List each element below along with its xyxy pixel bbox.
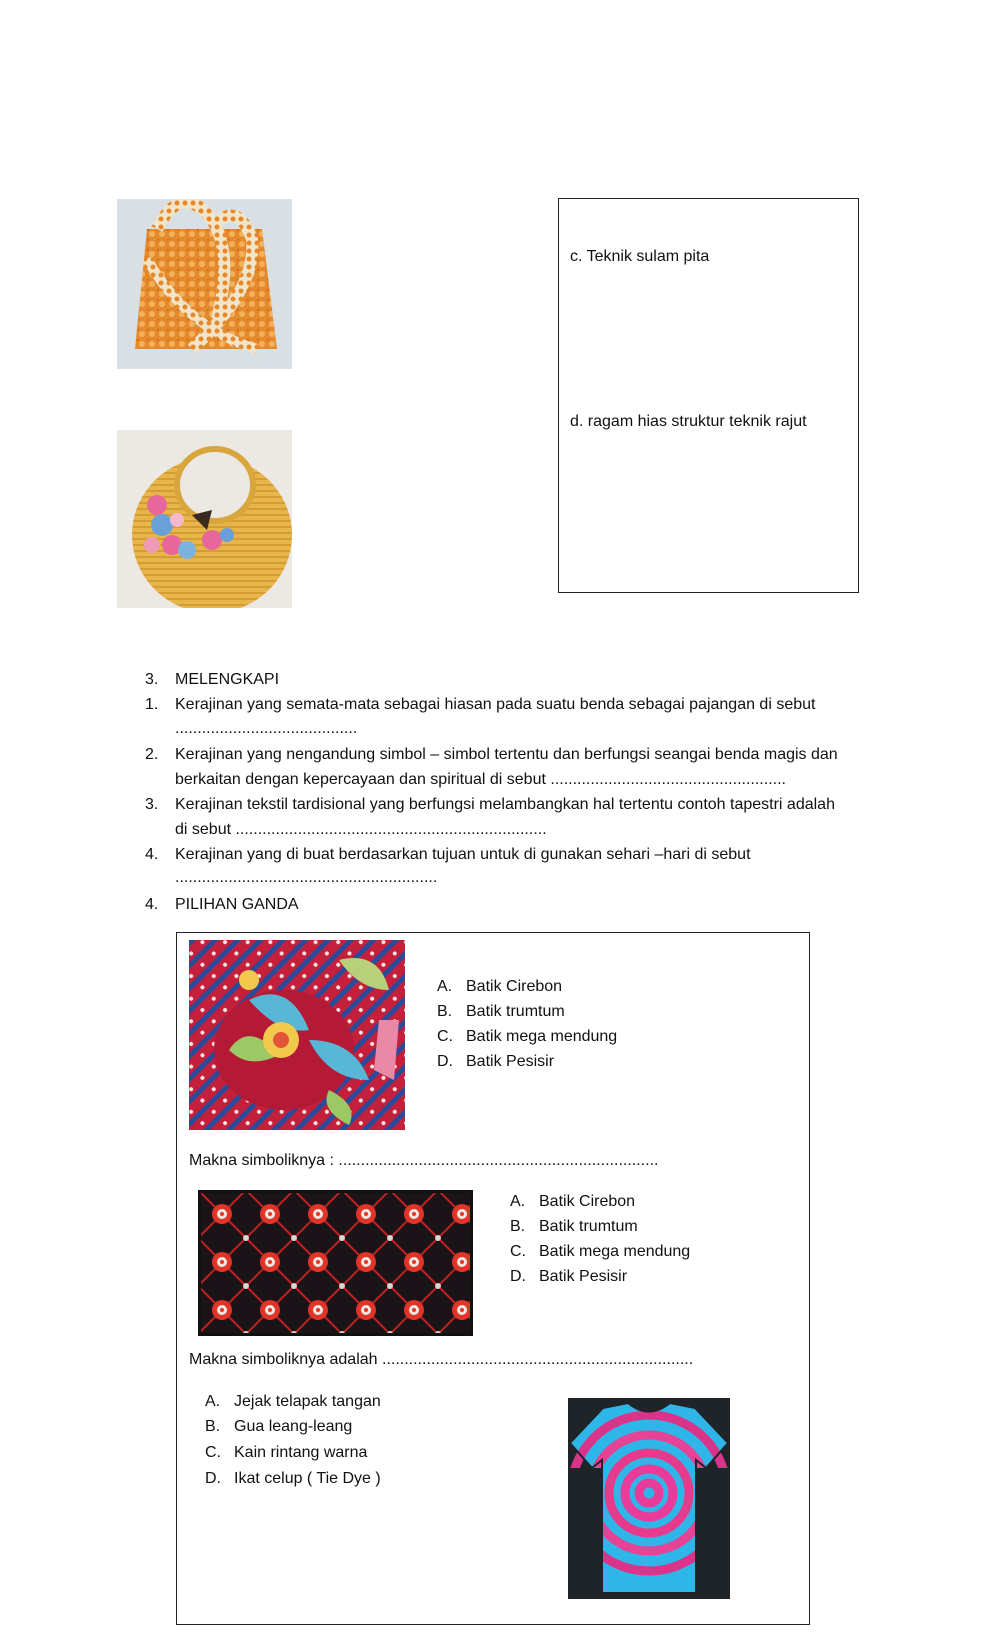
list-item-continuation: berkaitan dengan kepercayaan dan spiritual di sebut ..................................................... xyxy=(175,771,786,788)
option-letter: A. xyxy=(205,1393,221,1410)
answer-option[interactable]: Gua leang-leang xyxy=(234,1418,353,1435)
list-item: Kerajinan tekstil tardisional yang berfungsi melambangkan hal tertentu contoh tapestri adalah xyxy=(175,796,835,813)
option-letter: C. xyxy=(437,1028,453,1045)
option-letter: C. xyxy=(510,1243,526,1260)
section4-title: PILIHAN GANDA xyxy=(175,896,299,913)
answer-blank: ......................................... xyxy=(175,720,358,737)
option-letter: D. xyxy=(437,1053,453,1070)
option-d-label: d. ragam hias struktur teknik rajut xyxy=(570,413,807,430)
list-item: Kerajinan yang di buat berdasarkan tujuan untuk di gunakan sehari –hari di sebut xyxy=(175,846,751,863)
star-batik-image xyxy=(198,1190,473,1336)
answer-option[interactable]: Batik trumtum xyxy=(539,1218,638,1235)
section3-number: 3. xyxy=(145,671,159,688)
answer-option[interactable]: Batik mega mendung xyxy=(539,1243,691,1260)
answer-option[interactable]: Batik Cirebon xyxy=(466,978,563,995)
answer-blank: ........................................................... xyxy=(175,869,438,886)
answer-option[interactable]: Batik Pesisir xyxy=(539,1268,628,1285)
option-letter: A. xyxy=(510,1193,526,1210)
list-item: Kerajinan yang nengandung simbol – simbol tertentu dan berfungsi seangai benda magis dan xyxy=(175,746,838,763)
answer-option[interactable]: Ikat celup ( Tie Dye ) xyxy=(234,1470,381,1487)
question1-prompt: Makna simboliknya : ........................................................................ xyxy=(189,1152,659,1169)
option-letter: D. xyxy=(510,1268,526,1285)
list-item: Kerajinan yang semata-mata sebagai hiasan pada suatu benda sebagai pajangan di sebut xyxy=(175,696,816,713)
section4-number: 4. xyxy=(145,896,159,913)
answer-option[interactable]: Jejak telapak tangan xyxy=(234,1393,381,1410)
option-letter: D. xyxy=(205,1470,221,1487)
list-item-number: 2. xyxy=(145,746,159,763)
list-item-number: 3. xyxy=(145,796,159,813)
option-letter: B. xyxy=(437,1003,453,1020)
question2-prompt: Makna simboliknya adalah ...................................................................... xyxy=(189,1351,694,1368)
answer-option[interactable]: Batik Cirebon xyxy=(539,1193,636,1210)
list-item-number: 4. xyxy=(145,846,159,863)
option-c-label: c. Teknik sulam pita xyxy=(570,248,710,265)
option-letter: B. xyxy=(205,1418,221,1435)
orange-knit-bag-image xyxy=(117,199,292,369)
yellow-woven-bag-image xyxy=(117,430,292,608)
answer-option[interactable]: Batik Pesisir xyxy=(466,1053,555,1070)
list-item-number: 1. xyxy=(145,696,159,713)
answer-option[interactable]: Kain rintang warna xyxy=(234,1444,368,1461)
option-letter: C. xyxy=(205,1444,221,1461)
list-item-continuation: di sebut ...................................................................... xyxy=(175,821,547,838)
section3-title: MELENGKAPI xyxy=(175,671,280,688)
tie-dye-shirt-image xyxy=(568,1398,730,1599)
answer-option[interactable]: Batik trumtum xyxy=(466,1003,565,1020)
floral-batik-image xyxy=(189,940,405,1130)
option-letter: A. xyxy=(437,978,453,995)
answer-option[interactable]: Batik mega mendung xyxy=(466,1028,618,1045)
option-letter: B. xyxy=(510,1218,526,1235)
